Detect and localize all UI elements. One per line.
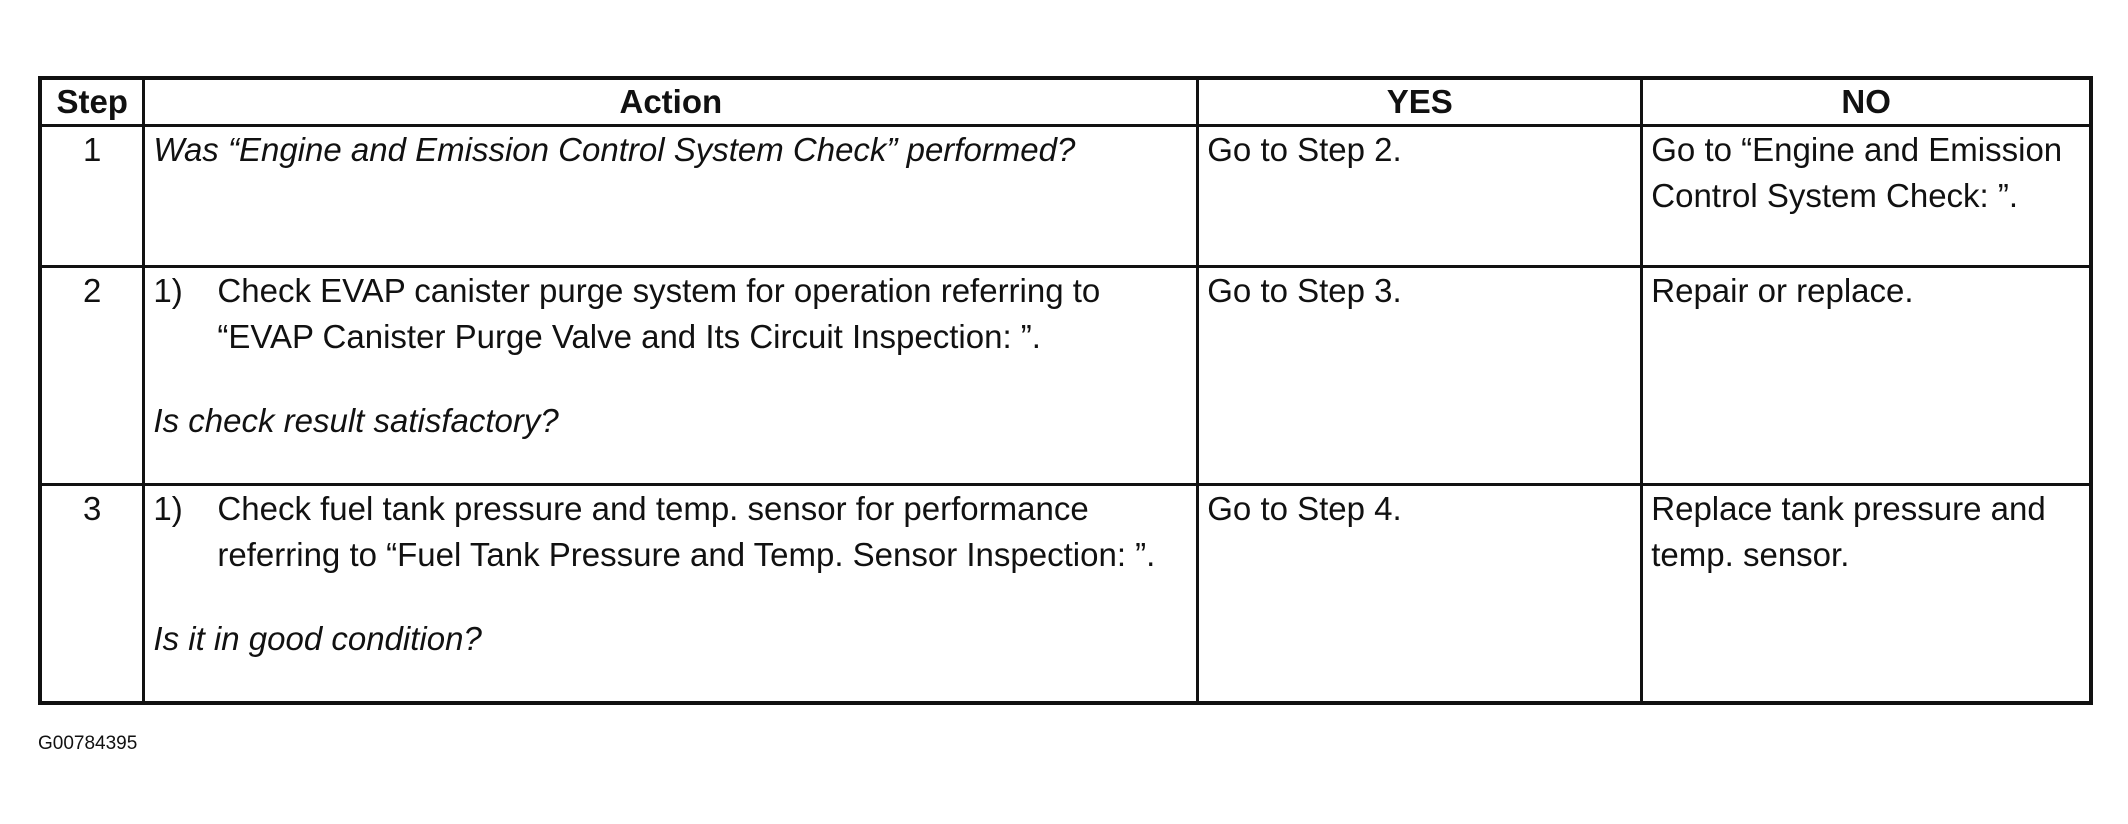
table-row [40, 485, 2091, 704]
table-row [40, 126, 2091, 267]
header-yes: YES [1198, 78, 1642, 126]
action-cell [144, 485, 1198, 704]
header-row [40, 78, 2091, 126]
yes-cell: Go to Step 2. [1198, 126, 1642, 267]
diagnostic-steps-table [38, 76, 2093, 705]
action-item-text: Check EVAP canister purge system for operation referring to “EVAP Canister Purge Valve and Its Circuit Inspection: ”. [217, 272, 1101, 355]
header-step: Step [40, 78, 144, 126]
action-item-number: 1) [153, 490, 183, 527]
no-cell: Repair or replace. [1642, 267, 2091, 485]
no-cell: Go to “Engine and Emission Control System Check: ”. [1642, 126, 2091, 267]
action-item-text: Check fuel tank pressure and temp. sensor for performance referring to “Fuel Tank Pressure and Temp. Sensor Inspection: ”. [217, 490, 1156, 573]
step-question: Is check result satisfactory? [153, 402, 559, 439]
no-cell: Replace tank pressure and temp. sensor. [1642, 485, 2091, 704]
action-item [153, 268, 1188, 360]
action-item [153, 486, 1188, 578]
action-cell [144, 267, 1198, 485]
step-question: Was “Engine and Emission Control System Check” performed? [153, 131, 1076, 168]
step-number: 3 [40, 485, 144, 704]
header-action: Action [144, 78, 1198, 126]
yes-cell: Go to Step 4. [1198, 485, 1642, 704]
step-number: 2 [40, 267, 144, 485]
step-question: Is it in good condition? [153, 620, 482, 657]
table-row [40, 267, 2091, 485]
action-cell [144, 126, 1198, 267]
yes-cell: Go to Step 3. [1198, 267, 1642, 485]
figure-id: G00784395 [38, 733, 138, 754]
step-number: 1 [40, 126, 144, 267]
action-item-number: 1) [153, 272, 183, 309]
header-no: NO [1642, 78, 2091, 126]
